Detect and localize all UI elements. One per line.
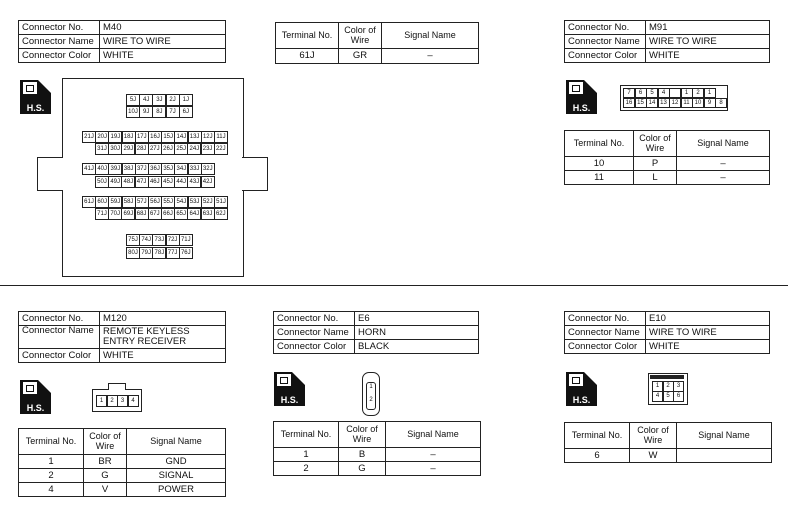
- terminal-no-cell: 10: [565, 157, 634, 171]
- pin-cell: 71J: [95, 208, 109, 220]
- pin-cell: 49J: [108, 176, 122, 188]
- pin-cell: 46J: [148, 176, 162, 188]
- pin-cell: 6: [673, 391, 684, 402]
- connector-color-label: Connector Color: [19, 49, 100, 63]
- pin-cell: 5: [663, 391, 674, 402]
- pin-cell: 3: [673, 381, 684, 392]
- connector-name-value: REMOTE KEYLESS ENTRY RECEIVER: [100, 326, 226, 349]
- pin-cell: 38J: [122, 163, 136, 175]
- pin-cell: 1: [681, 88, 693, 98]
- pin-cell: 8J: [152, 106, 166, 118]
- wire-color-header: Color of Wire: [339, 422, 386, 448]
- hs-icon: [20, 80, 51, 114]
- wire-color-cell: W: [630, 449, 677, 463]
- pin-cell: 29J: [121, 143, 135, 155]
- pin-cell: 30J: [108, 143, 122, 155]
- connector-no-label: Connector No.: [274, 312, 355, 326]
- signal-name-cell: –: [677, 171, 770, 185]
- pin-cell: 2: [107, 395, 118, 407]
- pin-cell: 27J: [148, 143, 162, 155]
- wire-color-header: Color of Wire: [634, 131, 677, 157]
- hs-label: H.S.: [26, 403, 45, 413]
- pin-cell: 11: [681, 98, 693, 108]
- pin-cell: 34J: [174, 163, 188, 175]
- pin-cell: 52J: [201, 196, 215, 208]
- e10-info-table: [564, 311, 770, 354]
- pin-cell: 42J: [201, 176, 215, 188]
- signal-name-cell: –: [677, 157, 770, 171]
- pin-cell: 16J: [148, 131, 162, 143]
- wire-color-cell: P: [634, 157, 677, 171]
- pin-cell: 10: [692, 98, 704, 108]
- pin-cell: 18J: [122, 131, 136, 143]
- terminal-no-header: Terminal No.: [565, 131, 634, 157]
- e6-pin-2: 2: [369, 397, 373, 403]
- hs-label: H.S.: [572, 103, 591, 113]
- pin-cell: 20J: [95, 131, 109, 143]
- terminal-no-cell: 1: [274, 448, 339, 462]
- pin-cell: 9J: [139, 106, 153, 118]
- wire-color-cell: V: [84, 483, 127, 497]
- pin-cell: 78J: [152, 247, 166, 259]
- pin-cell: 19J: [108, 131, 122, 143]
- hs-label: H.S.: [280, 395, 299, 405]
- pin-cell: 61J: [82, 196, 96, 208]
- hs-icon: [20, 380, 51, 414]
- wire-color-cell: G: [339, 462, 386, 476]
- pin-cell: 13: [658, 98, 670, 108]
- signal-name-cell: SIGNAL: [127, 469, 226, 483]
- pin-cell: 56J: [148, 196, 162, 208]
- terminal-no-header: Terminal No.: [276, 23, 339, 49]
- pin-cell: 15J: [161, 131, 175, 143]
- pin-cell: 2J: [166, 94, 180, 106]
- wire-color-cell: L: [634, 171, 677, 185]
- pin-cell: 74J: [139, 234, 153, 246]
- connector-color-value: BLACK: [355, 340, 479, 354]
- pin-cell: 40J: [95, 163, 109, 175]
- pin-cell: 43J: [187, 176, 201, 188]
- hs-icon: [566, 80, 597, 114]
- m40-left-latch: [37, 157, 63, 191]
- signal-name-cell: [677, 449, 772, 463]
- connector-color-value: WHITE: [100, 49, 226, 63]
- pin-cell: 7J: [166, 106, 180, 118]
- connector-no-label: Connector No.: [19, 21, 100, 35]
- connector-name-label: Connector Name: [19, 326, 100, 349]
- connector-name-value: HORN: [355, 326, 479, 340]
- connector-name-label: Connector Name: [565, 326, 646, 340]
- pin-cell: 45J: [161, 176, 175, 188]
- terminal-no-header: Terminal No.: [274, 422, 339, 448]
- pin-cell: 68J: [135, 208, 149, 220]
- pin-cell: 69J: [121, 208, 135, 220]
- pin-cell: 8: [715, 98, 727, 108]
- pin-cell: 72J: [166, 234, 180, 246]
- m120-terminal-table: [18, 428, 226, 497]
- signal-name-header: Signal Name: [127, 429, 226, 455]
- pin-cell: 59J: [108, 196, 122, 208]
- pin-cell: 32J: [201, 163, 215, 175]
- hs-icon: [274, 372, 305, 406]
- connector-name-label: Connector Name: [274, 326, 355, 340]
- connector-name-value: WIRE TO WIRE: [646, 326, 770, 340]
- pin-cell: 6: [635, 88, 647, 98]
- connector-name-value: WIRE TO WIRE: [100, 35, 226, 49]
- pin-cell: 55J: [161, 196, 175, 208]
- terminal-no-cell: 2: [19, 469, 84, 483]
- connector-name-label: Connector Name: [565, 35, 646, 49]
- pin-cell: 4J: [139, 94, 153, 106]
- pin-cell: 66J: [161, 208, 175, 220]
- pin-cell: 70J: [108, 208, 122, 220]
- connector-no-value: M91: [646, 21, 770, 35]
- pin-cell: 31J: [95, 143, 109, 155]
- terminal-no-header: Terminal No.: [19, 429, 84, 455]
- pin-cell: 9: [704, 98, 716, 108]
- wire-color-cell: GR: [339, 49, 382, 64]
- pin-cell: 17J: [135, 131, 149, 143]
- connector-color-label: Connector Color: [19, 349, 100, 363]
- terminal-no-cell: 11: [565, 171, 634, 185]
- wire-color-header: Color of Wire: [84, 429, 127, 455]
- pin-cell: 5J: [126, 94, 140, 106]
- pin-cell: 22J: [214, 143, 228, 155]
- connector-no-label: Connector No.: [565, 21, 646, 35]
- connector-no-value: M120: [100, 312, 226, 326]
- section-divider: [0, 285, 788, 286]
- pin-cell: 58J: [122, 196, 136, 208]
- wire-color-cell: B: [339, 448, 386, 462]
- signal-name-header: Signal Name: [677, 423, 772, 449]
- pin-cell: 51J: [214, 196, 228, 208]
- connector-color-value: WHITE: [646, 49, 770, 63]
- connector-name-label: Connector Name: [19, 35, 100, 49]
- pin-cell: 28J: [135, 143, 149, 155]
- pin-cell: 4: [128, 395, 139, 407]
- signal-name-cell: –: [386, 448, 481, 462]
- pin-cell: 48J: [121, 176, 135, 188]
- pin-cell: 14: [646, 98, 658, 108]
- pin-cell: 77J: [166, 247, 180, 259]
- m120-info-table: [18, 311, 226, 363]
- pin-cell: 79J: [139, 247, 153, 259]
- pin-cell: 2: [663, 381, 674, 392]
- pin-cell: 10J: [126, 106, 140, 118]
- terminal-no-cell: 2: [274, 462, 339, 476]
- pin-cell: 62J: [214, 208, 228, 220]
- pin-cell: 12: [669, 98, 681, 108]
- signal-name-cell: –: [382, 49, 479, 64]
- pin-cell: 47J: [135, 176, 149, 188]
- m40-info-table: [18, 20, 226, 63]
- pin-cell: 71J: [179, 234, 193, 246]
- pin-cell: 80J: [126, 247, 140, 259]
- terminal-no-cell: 61J: [276, 49, 339, 64]
- terminal-no-header: Terminal No.: [565, 423, 630, 449]
- pin-cell: 41J: [82, 163, 96, 175]
- pin-cell: 16: [623, 98, 635, 108]
- terminal-no-cell: 6: [565, 449, 630, 463]
- connector-color-value: WHITE: [646, 340, 770, 354]
- wire-color-cell: BR: [84, 455, 127, 469]
- pin-cell: 15: [635, 98, 647, 108]
- pin-cell: 21J: [82, 131, 96, 143]
- connector-name-value: WIRE TO WIRE: [646, 35, 770, 49]
- pin-cell: 3: [117, 395, 128, 407]
- e6-pin-1: 1: [369, 384, 373, 390]
- e6-terminal-table: [273, 421, 481, 476]
- pin-cell: 13J: [188, 131, 202, 143]
- pin-cell: 1: [704, 88, 716, 98]
- pin-cell: 73J: [152, 234, 166, 246]
- e10-terminal-table: [564, 422, 772, 463]
- pin-cell: [669, 88, 681, 98]
- signal-name-cell: POWER: [127, 483, 226, 497]
- connector-no-value: E6: [355, 312, 479, 326]
- pin-cell: 53J: [188, 196, 202, 208]
- pin-cell: 64J: [187, 208, 201, 220]
- connector-no-value: M40: [100, 21, 226, 35]
- hs-label: H.S.: [26, 103, 45, 113]
- pin-cell: 1J: [179, 94, 193, 106]
- pin-cell: 4: [658, 88, 670, 98]
- signal-name-cell: GND: [127, 455, 226, 469]
- terminal-no-cell: 4: [19, 483, 84, 497]
- pin-cell: 23J: [201, 143, 215, 155]
- hs-label: H.S.: [572, 395, 591, 405]
- pin-cell: 33J: [188, 163, 202, 175]
- wire-color-header: Color of Wire: [630, 423, 677, 449]
- pin-cell: 12J: [201, 131, 215, 143]
- pin-cell: 4: [652, 391, 663, 402]
- pin-cell: 75J: [126, 234, 140, 246]
- m40-right-latch: [242, 157, 268, 191]
- signal-name-header: Signal Name: [386, 422, 481, 448]
- pin-cell: 5: [646, 88, 658, 98]
- terminal-no-cell: 1: [19, 455, 84, 469]
- pin-cell: 7: [623, 88, 635, 98]
- pin-cell: 24J: [187, 143, 201, 155]
- e6-info-table: [273, 311, 479, 354]
- pin-cell: 39J: [108, 163, 122, 175]
- pin-cell: 3J: [152, 94, 166, 106]
- pin-cell: 60J: [95, 196, 109, 208]
- pin-cell: 11J: [214, 131, 228, 143]
- pin-cell: 50J: [95, 176, 109, 188]
- connector-color-label: Connector Color: [565, 340, 646, 354]
- pin-cell: 67J: [148, 208, 162, 220]
- signal-name-header: Signal Name: [382, 23, 479, 49]
- pin-cell: 36J: [148, 163, 162, 175]
- pin-cell: 6J: [179, 106, 193, 118]
- pin-cell: 25J: [174, 143, 188, 155]
- connector-no-label: Connector No.: [565, 312, 646, 326]
- pin-cell: 26J: [161, 143, 175, 155]
- signal-name-header: Signal Name: [677, 131, 770, 157]
- pin-cell: 63J: [201, 208, 215, 220]
- signal-name-cell: –: [386, 462, 481, 476]
- wire-color-header: Color of Wire: [339, 23, 382, 49]
- pin-cell: 54J: [174, 196, 188, 208]
- m91-terminal-table: [564, 130, 770, 185]
- pin-cell: 76J: [179, 247, 193, 259]
- m120-latch: [108, 383, 126, 390]
- hs-icon: [566, 372, 597, 406]
- pin-cell: 37J: [135, 163, 149, 175]
- pin-cell: 2: [692, 88, 704, 98]
- wire-color-cell: G: [84, 469, 127, 483]
- top-middle-terminal-table: [275, 22, 479, 64]
- connector-color-label: Connector Color: [274, 340, 355, 354]
- connector-color-value: WHITE: [100, 349, 226, 363]
- e10-latch-bar: [650, 375, 684, 379]
- pin-cell: 35J: [161, 163, 175, 175]
- pin-cell: 44J: [174, 176, 188, 188]
- pin-cell: 14J: [174, 131, 188, 143]
- connector-color-label: Connector Color: [565, 49, 646, 63]
- pin-cell: 65J: [174, 208, 188, 220]
- m91-info-table: [564, 20, 770, 63]
- pin-cell: 1: [652, 381, 663, 392]
- connector-no-label: Connector No.: [19, 312, 100, 326]
- connector-no-value: E10: [646, 312, 770, 326]
- pin-cell: 57J: [135, 196, 149, 208]
- pin-cell: 1: [96, 395, 107, 407]
